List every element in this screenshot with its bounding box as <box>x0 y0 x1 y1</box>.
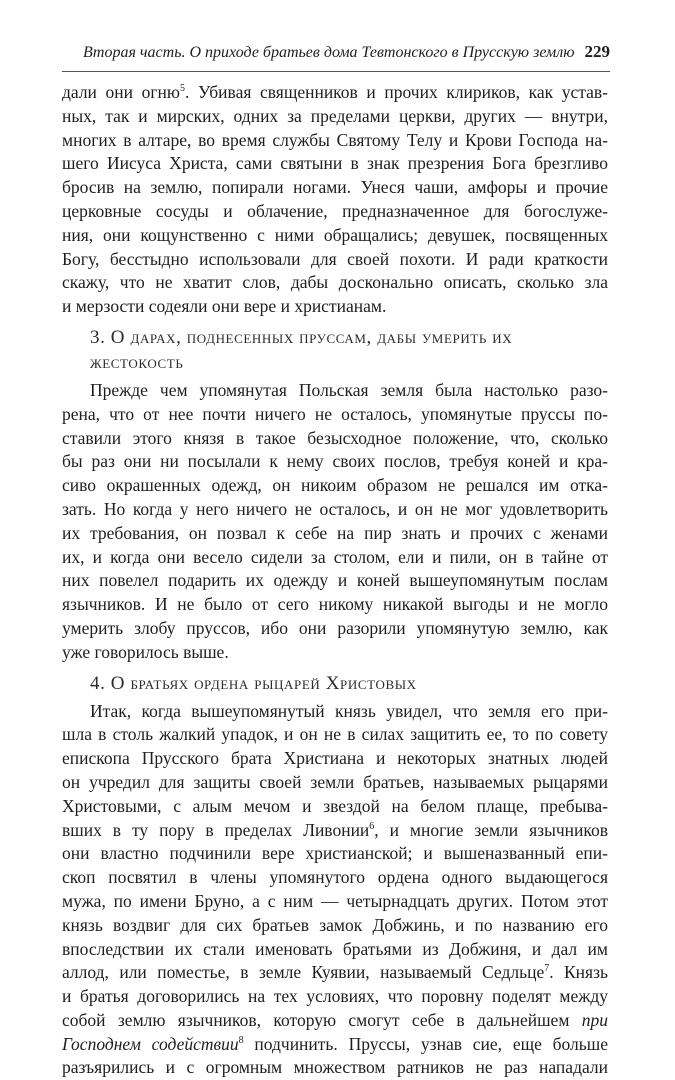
running-header <box>62 40 610 72</box>
text-line: они властно подчинили вере христианской; и вышеназванный епи- <box>62 843 608 864</box>
text-line: и мерзости содеяли они вере и христианам. <box>62 296 387 317</box>
text-line: аллод, или поместье, в земле Куявии, называемый Седльце$^7$. Князь <box>62 962 608 983</box>
paragraph-3 <box>62 700 608 1080</box>
text-line: скоп посвятил в члены упомянутого ордена одного выдающегося <box>62 867 608 888</box>
text-line: бы раз они ни посылали к нему своих послов, требуя коней и кра- <box>62 451 608 472</box>
section-heading-3-cont: жестокость <box>90 351 184 373</box>
text-line: он учредил для защиты своей земли братьев, называемых рыцарями <box>62 771 608 792</box>
page-body <box>62 81 608 1080</box>
text-line: епископа Прусского брата Христиана и некоторых знатных людей <box>62 748 608 769</box>
text-line: умерить злобу пруссов, ибо они разорили упомянутую землю, как <box>62 617 608 638</box>
text-line: дали они огню$^5$. Убивая священников и прочих клириков, как устав- <box>62 82 609 102</box>
text-line: их требования, он позвал к себе на пир знать и прочих с женами <box>62 522 608 543</box>
paragraph-2 <box>62 379 608 665</box>
section-heading-4: 4. О братьях ордена рыцарей Христовых <box>90 672 417 694</box>
text-line: бросив на землю, попирали ногами. Унеся чаши, амфоры и прочие <box>62 177 608 198</box>
text-line: многих в алтаре, во время службы Святому Телу и Крови Господа на- <box>62 129 608 150</box>
text-line: ставили этого князя в такое безысходное положение, что, сколько <box>62 427 608 448</box>
text-line: Христовыми, с алым мечом и звездой на белом плаще, пребыва- <box>62 795 608 816</box>
text-line: уже говорилось выше. <box>62 641 229 662</box>
text-line: скажу, что не хватит слов, дабы досконально описать, сколько зла <box>62 272 608 293</box>
text-line: ния, они кощунственно с ними обращались; девушек, посвященных <box>62 224 608 245</box>
footnote-ref: 7 <box>544 963 550 975</box>
paragraph-1 <box>62 81 608 319</box>
text-line: впоследствии их стали именовать братьями из Добжиня, и дал им <box>62 938 608 959</box>
text-line: сиво окрашенных одежд, он никоим образом не решался им отка- <box>62 475 608 496</box>
section-heading-3: 3. О дарах, поднесенных пруссам, дабы умерить их <box>90 326 513 348</box>
text-line: язычников. И не было от сего никому никакой выгоды и не могло <box>62 594 608 615</box>
text-line: Итак, когда вышеупомянутый князь увидел, что земля его при- <box>90 700 608 721</box>
text-line: вших в ту пору в пределах Ливонии$^6$, и многие земли язычников <box>62 819 608 840</box>
text-line: их, и когда они весело сидели за столом, ели и пили, он в тайне от <box>62 546 608 567</box>
text-line: церковные сосуды и облачение, предназначенное для богослуже- <box>62 200 608 221</box>
text-line: шла в столь жалкий упадок, и он не в силах защитить ее, то по совету <box>62 724 608 745</box>
text-line: шего Иисуса Христа, сами святыни в знак презрения Бога брезгливо <box>62 153 608 174</box>
text-line: и братья договорились на тех условиях, что поровну поделят между <box>62 986 608 1007</box>
running-title: Вторая часть. О приходе братьев дома Тевтонского в Прусскую землю <box>82 44 575 61</box>
text-line: Господнем содействии$^8$ подчинить. Пруссы, узнав сие, еще больше <box>62 1033 608 1054</box>
text-line: Богу, бесстыдно использовали для своей похоти. И ради краткости <box>62 248 608 269</box>
text-line: них повелел подарить их одежду и коней вышеупомянутым послам <box>62 570 608 591</box>
footnote-ref: 8 <box>238 1034 244 1046</box>
text-line: Прежде чем упомянутая Польская земля была настолько разо- <box>90 379 608 400</box>
text-line: собой землю язычников, которую смогут себе в дальнейшем при <box>62 1009 608 1030</box>
text-line: ных, так и мирских, одних за пределами церкви, других — внутри, <box>62 105 608 126</box>
footnote-ref: 6 <box>369 820 375 832</box>
footnote-ref: 5 <box>180 83 185 95</box>
page-number: 229 <box>584 42 610 61</box>
text-line: разъярились и с огромным множеством ратников не раз нападали <box>62 1057 608 1078</box>
text-line: зать. Но когда у него ничего не осталось, и он не мог удовлетворить <box>62 498 608 519</box>
text-line: мужа, по имени Бруно, а с ним — четырнадцать других. Потом этот <box>62 890 608 911</box>
text-line: князь воздвиг для сих братьев замок Добжинь, и по названию его <box>62 914 608 935</box>
text-line: рена, что от нее почти ничего не осталось, упомянутые пруссы по- <box>62 403 608 424</box>
